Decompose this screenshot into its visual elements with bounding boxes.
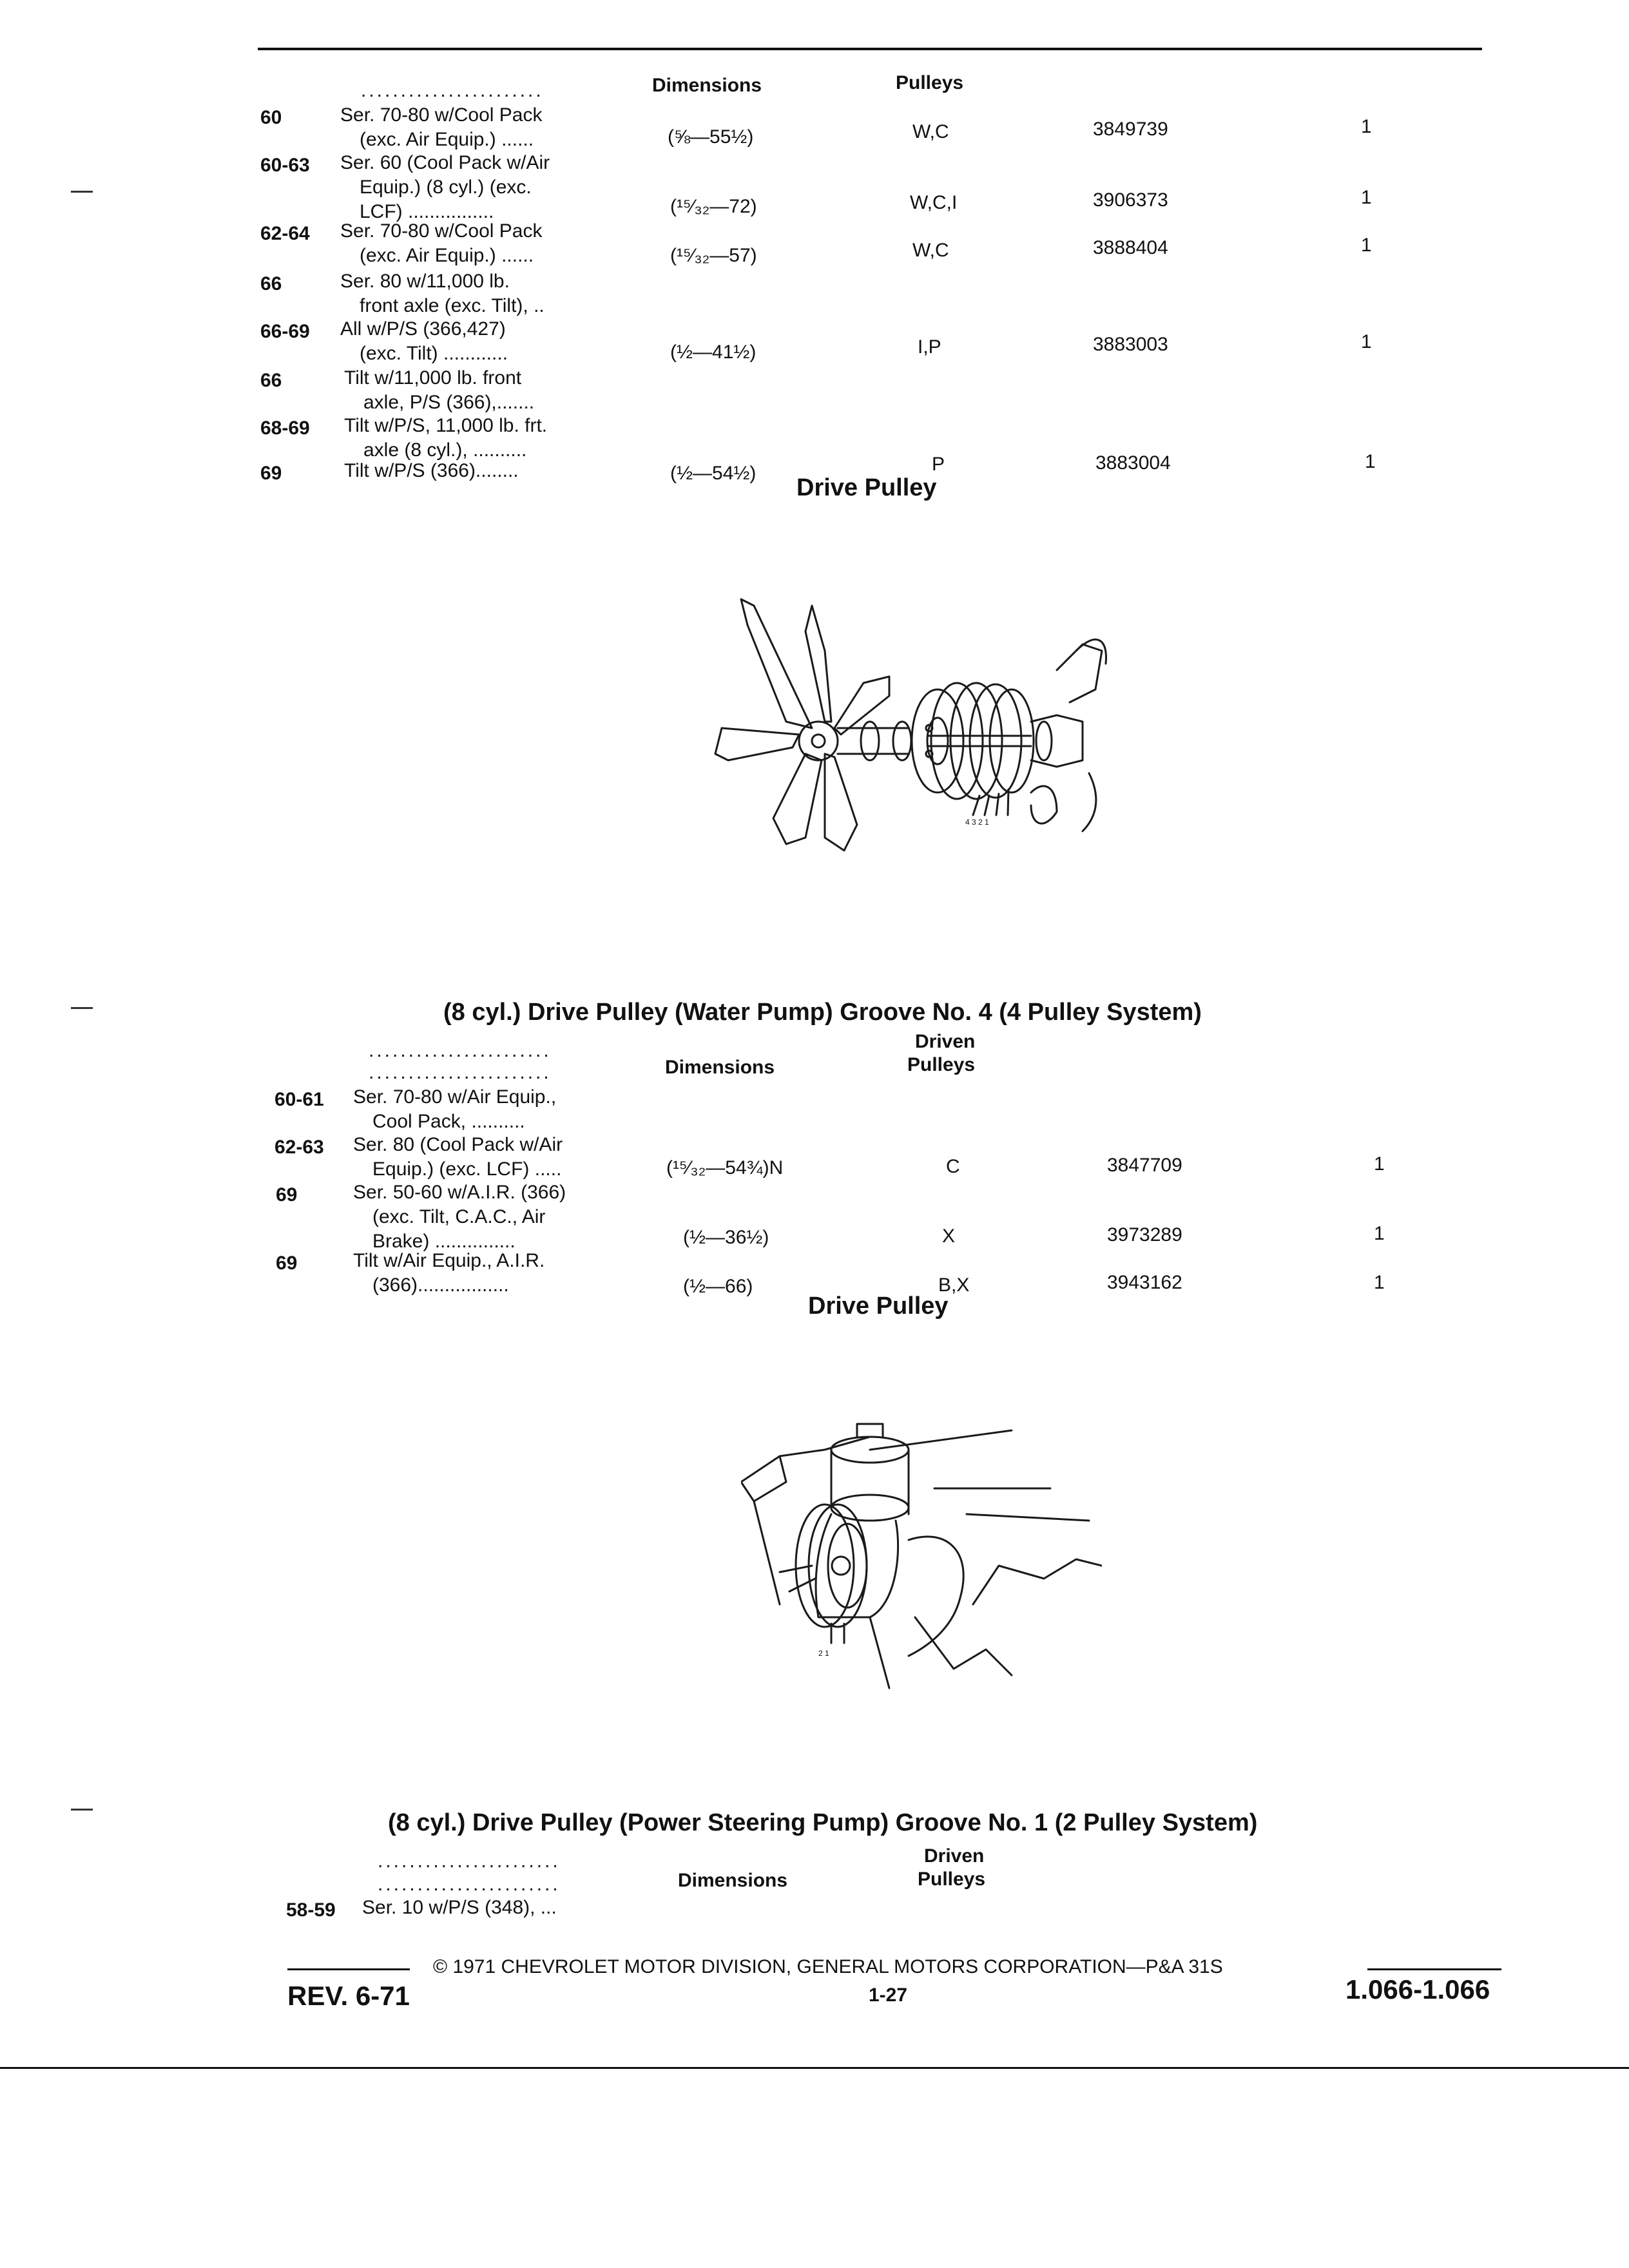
row-part-number: 3973289: [1107, 1224, 1182, 1245]
row-dimensions: (⅝—55½): [668, 126, 754, 148]
row-dimensions: (½—54½): [670, 463, 757, 484]
row-quantity: 1: [1374, 1223, 1385, 1244]
row-dimensions: (¹⁵⁄₃₂—57): [670, 245, 757, 266]
row-description: Ser. 80 (Cool Pack w/Air Equip.) (exc. LCF) .....: [353, 1134, 563, 1180]
row-pulleys: C: [946, 1156, 960, 1177]
row-dimensions: (¹⁵⁄₃₂—72): [670, 196, 757, 217]
section-title: (8 cyl.) Drive Pulley (Power Steering Pump) Groove No. 1 (2 Pulley System): [388, 1809, 1258, 1836]
section-code: 1.066-1.066: [1345, 1974, 1490, 2004]
row-pulleys: X: [942, 1225, 956, 1247]
row-quantity: 1: [1365, 451, 1376, 472]
row-part-number: 3906373: [1093, 189, 1168, 211]
row-part-number: 3888404: [1093, 237, 1168, 258]
footer-rule-right: [1367, 1968, 1501, 1970]
row-pulleys: B,X: [938, 1274, 970, 1296]
dot-leader: .......................: [378, 1874, 561, 1895]
figure-caption: Drive Pulley: [796, 474, 937, 501]
row-part-number: 3883003: [1093, 334, 1168, 355]
header-dimensions: Dimensions: [678, 1870, 788, 1891]
row-description: Ser. 50-60 w/A.I.R. (366) (exc. Tilt, C.A.C., Air Brake) ...............: [353, 1182, 566, 1252]
row-year: 66: [260, 273, 282, 294]
section-title: (8 cyl.) Drive Pulley (Water Pump) Groove No. 4 (4 Pulley System): [443, 999, 1202, 1026]
row-description: Tilt w/Air Equip., A.I.R. (366).................: [353, 1250, 545, 1296]
row-description: Tilt w/11,000 lb. front axle, P/S (366),.......: [344, 367, 535, 413]
figure-caption: Drive Pulley: [808, 1293, 949, 1320]
row-part-number: 3847709: [1107, 1155, 1182, 1176]
row-description: Ser. 70-80 w/Cool Pack (exc. Air Equip.) ......: [340, 220, 543, 266]
header-driven: Driven: [924, 1845, 985, 1867]
footer-rule-left: [287, 1968, 410, 1970]
row-part-number: 3883004: [1095, 452, 1171, 474]
row-pulleys: W,C: [912, 240, 949, 261]
row-year: 62-64: [260, 223, 310, 244]
dot-leader: .......................: [369, 1040, 552, 1061]
row-year: 69: [260, 463, 282, 484]
dot-leader: .......................: [361, 80, 544, 101]
header-pulleys: Pulleys: [907, 1054, 976, 1075]
dot-leader: .......................: [369, 1062, 552, 1083]
row-quantity: 1: [1361, 331, 1372, 352]
bottom-rule: [0, 2067, 1629, 2069]
top-rule: [258, 48, 1482, 50]
row-description: Ser. 70-80 w/Cool Pack (exc. Air Equip.) ......: [340, 104, 543, 150]
revision-label: REV. 6-71: [287, 1981, 410, 2011]
row-year: 66-69: [260, 321, 310, 342]
header-driven: Driven: [915, 1031, 976, 1052]
row-year: 60-61: [275, 1089, 324, 1110]
header-pulleys: Pulleys: [896, 72, 964, 93]
margin-mark: [71, 1809, 93, 1811]
row-quantity: 1: [1374, 1272, 1385, 1293]
footer-copyright: © 1971 CHEVROLET MOTOR DIVISION, GENERAL MOTORS CORPORATION—P&A 31S: [433, 1956, 1223, 1977]
row-description: Ser. 10 w/P/S (348), ...: [362, 1897, 557, 1918]
row-part-number: 3849739: [1093, 119, 1168, 140]
row-description: Ser. 60 (Cool Pack w/Air Equip.) (8 cyl.) (exc. LCF) ................: [340, 152, 550, 222]
row-dimensions: (½—41½): [670, 341, 757, 363]
fan-pulley-illustration: [696, 567, 1108, 876]
water-pump-pulley-illustration: [741, 1411, 1102, 1701]
margin-mark: [71, 1007, 93, 1009]
groove-number-labels: 2 1: [818, 1649, 829, 1658]
row-quantity: 1: [1361, 187, 1372, 208]
margin-mark: [71, 191, 93, 193]
row-pulleys: W,C,I: [910, 192, 958, 213]
row-description: Tilt w/P/S (366)........: [344, 460, 519, 481]
row-description: Ser. 80 w/11,000 lb. front axle (exc. Tilt), ..: [340, 271, 545, 316]
row-pulleys: P: [932, 454, 945, 475]
row-year: 60: [260, 107, 282, 128]
row-dimensions: (¹⁵⁄₃₂—54¾)N: [666, 1157, 784, 1178]
row-description: All w/P/S (366,427) (exc. Tilt) ............: [340, 318, 508, 364]
row-dimensions: (½—36½): [683, 1227, 769, 1248]
row-year: 69: [276, 1184, 298, 1206]
row-quantity: 1: [1361, 116, 1372, 137]
row-year: 68-69: [260, 418, 310, 439]
row-description: Tilt w/P/S, 11,000 lb. frt. axle (8 cyl.), ..........: [344, 415, 548, 461]
header-dimensions: Dimensions: [652, 75, 762, 96]
row-year: 66: [260, 370, 282, 391]
row-quantity: 1: [1361, 235, 1372, 256]
row-pulleys: W,C: [912, 121, 949, 142]
row-part-number: 3943162: [1107, 1272, 1182, 1293]
page-number: 1-27: [869, 1984, 908, 2006]
row-pulleys: I,P: [918, 336, 941, 358]
row-year: 69: [276, 1253, 298, 1274]
groove-number-labels: 4 3 2 1: [965, 818, 989, 827]
row-quantity: 1: [1374, 1153, 1385, 1175]
row-year: 60-63: [260, 155, 310, 176]
header-pulleys: Pulleys: [918, 1869, 986, 1890]
dot-leader: .......................: [378, 1850, 561, 1872]
row-year: 62-63: [275, 1137, 324, 1158]
row-year: 58-59: [286, 1899, 336, 1921]
header-dimensions: Dimensions: [665, 1057, 775, 1078]
row-dimensions: (½—66): [683, 1276, 753, 1297]
row-description: Ser. 70-80 w/Air Equip., Cool Pack, ..........: [353, 1086, 557, 1132]
